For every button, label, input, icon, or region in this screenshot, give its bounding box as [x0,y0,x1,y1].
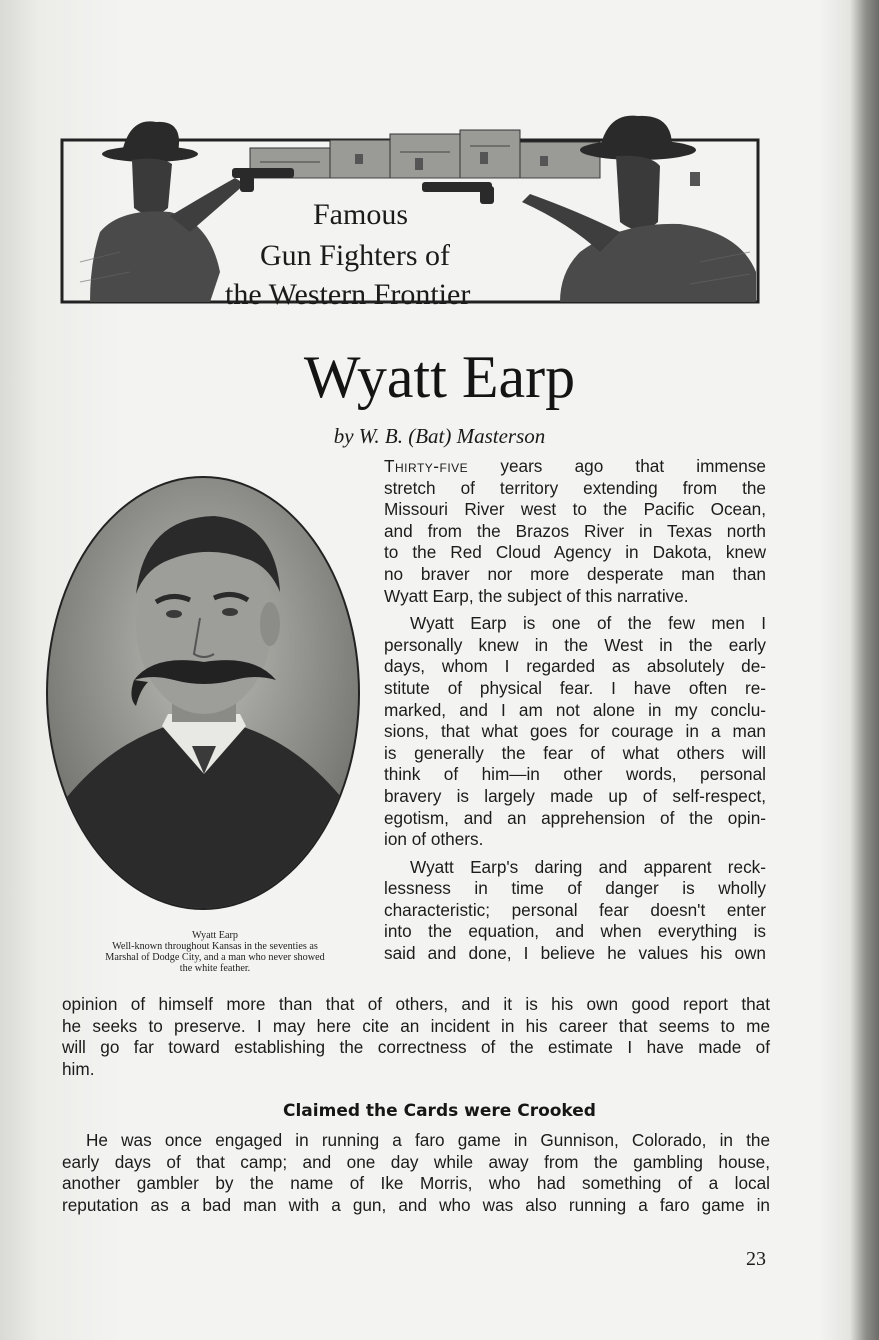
paragraph-3-continued [62,994,770,1080]
portrait-illustration [44,474,362,912]
p3-line-4: into the equation, and when everything is [384,921,766,942]
p3-line-3: characteristic; personal fear doesn't enter [384,899,766,920]
p4-line-1: He was once engaged in running a faro game in Gunnison, Colorado, in the [86,1130,770,1150]
p3-line-5: said and done, I believe he values his own [384,943,766,964]
banner-title [60,112,760,312]
p1-line-7: Wyatt Earp, the subject of this narrative. [384,585,689,606]
p1-line-5: to the Red Cloud Agency in Dakota, knew [384,542,766,563]
banner-line-2: Gun Fighters of [260,239,450,272]
p3-line-1: Wyatt Earp's daring and apparent reck- [410,856,766,877]
p2-line-4: stitute of physical fear. I have often re- [384,677,766,698]
page-number: 23 [746,1248,766,1270]
article-column [384,456,766,965]
caption-line-3: Marshal of Dodge City, and a man who never showed [105,952,325,963]
caption-name: Wyatt Earp [191,930,239,941]
p1-line-3: Missouri River west to the Pacific Ocean, [384,499,766,520]
p2-line-2: personally knew in the West in the early [384,634,766,655]
article-byline: by W. B. (Bat) Masterson [333,424,546,448]
p1-line-4: and from the Brazos River in Texas north [384,520,766,541]
p3-line-2: lessness in time of danger is wholly [384,878,766,899]
portrait-caption [60,930,370,974]
p1-line-6: no braver nor more desperate man than [384,563,766,584]
section-heading: Claimed the Cards were Crooked [283,1101,596,1121]
caption-line-2: Well-known throughout Kansas in the seventies as [112,941,318,952]
paragraph-2 [384,613,766,851]
full-line-2: he seeks to preserve. I may here cite an incident in his career that seems to me [62,1015,770,1036]
p4-line-4: reputation as a bad man with a gun, and who was also running a faro game in [62,1194,770,1215]
p2-line-10: egotism, and an apprehension of the opin- [384,807,766,828]
p2-line-6: sions, that what goes for courage in a man [384,721,766,742]
caption-line-4: the white feather. [179,963,251,974]
full-line-3: will go far toward establishing the correctness of the estimate I have made of [62,1037,770,1058]
p2-line-1: Wyatt Earp is one of the few men I [410,613,766,634]
banner-line-1: Famous [313,198,409,231]
p2-line-5: marked, and I am not alone in my conclu- [384,699,766,720]
p1-line-1 [384,456,766,478]
p1-line-1-rest: years ago that immense [468,456,766,476]
p2-line-9: bravery is largely made up of self-respect, [384,785,766,806]
p2-line-7: is generally the fear of what others will [384,742,766,763]
paragraph-4 [62,1130,770,1216]
p1-lead: Thirty-five [384,456,469,476]
full-line-4: him. [62,1058,95,1079]
p2-line-3: days, whom I regarded as absolutely de- [384,656,766,677]
gunfighters-banner [60,112,760,312]
wyatt-earp-portrait [44,474,362,912]
p4-line-3: another gambler by the name of Ike Morris, who had something of a local [62,1173,770,1194]
article-title: Wyatt Earp [303,344,576,410]
full-line-1: opinion of himself more than that of others, and it is his own good report that [62,994,770,1014]
p2-line-11: ion of others. [384,829,484,850]
p1-line-2: stretch of territory extending from the [384,477,766,498]
banner-line-3: the Western Frontier [225,278,471,311]
p2-line-8: think of him—in other words, personal [384,764,766,785]
p4-line-2: early days of that camp; and one day while away from the gambling house, [62,1151,770,1172]
paragraph-3 [384,857,766,965]
paragraph-1 [384,456,766,607]
